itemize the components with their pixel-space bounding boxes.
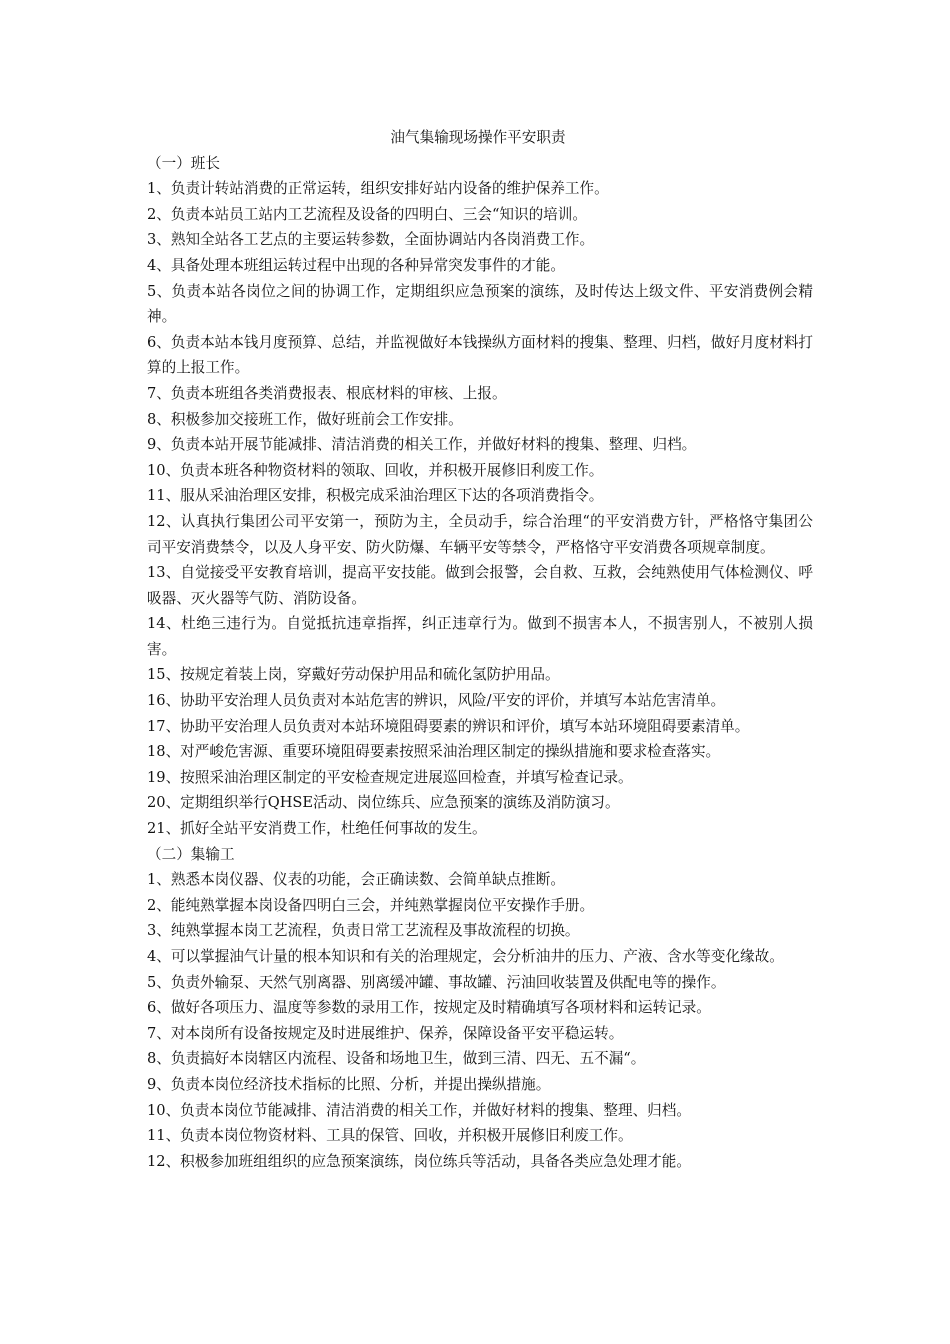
section-2 [143,842,813,1175]
list-item: 10、负责本岗位节能减排、清洁消费的相关工作，并做好材料的搜集、整理、归档。 [147,1101,691,1119]
list-item: 9、负责本站开展节能减排、清洁消费的相关工作，并做好材料的搜集、整理、归档。 [147,436,697,454]
document-title: 油气集输现场操作平安职责 [390,129,566,146]
list-item: 4、可以掌握油气计量的根本知识和有关的治理规定，会分析油井的压力、产液、含水等变化缘故。 [147,948,784,965]
list-item: 19、按照采油治理区制定的平安检查规定进展巡回检查，并填写检查记录。 [147,768,633,786]
list-item: 11、服从采油治理区安排，积极完成采油治理区下达的各项消费指令。 [147,487,604,505]
list-item: 7、对本岗所有设备按规定及时进展维护、保养，保障设备平安平稳运转。 [147,1024,624,1042]
sections-container [143,151,813,1175]
section-1 [143,151,813,842]
list-item: 3、纯熟掌握本岗工艺流程，负责日常工艺流程及事故流程的切换。 [147,922,580,940]
list-item: 15、按规定着装上岗，穿戴好劳动保护用品和硫化氢防护用品。 [147,666,560,684]
list-item: 5、负责本站各岗位之间的协调工作，定期组织应急预案的演练，及时传达上级文件、平安消费例会精神。 [147,282,813,326]
list-item: 1、熟悉本岗仪器、仪表的功能，会正确读数、会简单缺点推断。 [147,871,565,889]
list-item: 2、负责本站员工站内工艺流程及设备的四明白、三会“知识的培训。 [147,205,587,223]
list-item: 12、认真执行集团公司平安第一，预防为主，全员动手，综合治理“的平安消费方针，严格恪守集团公司平安消费禁令，以及人身平安、防火防爆、车辆平安等禁令，严格恪守平安消费各项规章制度。 [147,512,813,556]
list-item: 10、负责本班各种物资材料的领取、回收，并积极开展修旧利废工作。 [147,461,604,479]
list-item: 20、定期组织举行QHSE活动、岗位练兵、应急预案的演练及消防演习。 [147,794,620,812]
list-item: 2、能纯熟掌握本岗设备四明白三会，并纯熟掌握岗位平安操作手册。 [147,896,595,914]
list-item: 3、熟知全站各工艺点的主要运转参数，全面协调站内各岗消费工作。 [147,231,595,249]
list-item: 8、负责搞好本岗辖区内流程、设备和场地卫生，做到三清、四无、五不漏“。 [147,1050,646,1068]
list-item: 12、积极参加班组组织的应急预案演练，岗位练兵等活动，具备各类应急处理才能。 [147,1152,691,1170]
list-item: 16、协助平安治理人员负责对本站危害的辨识，风险/平安的评价，并填写本站危害清单。 [147,692,726,710]
list-item: 9、负责本岗位经济技术指标的比照、分析，并提出操纵措施。 [147,1075,551,1093]
list-item: 5、负责外输泵、天然气别离器、别离缓冲罐、事故罐、污油回收装置及供配电等的操作。 [147,973,726,991]
list-item: 11、负责本岗位物资材料、工具的保管、回收，并积极开展修旧利废工作。 [147,1127,633,1145]
list-item: 14、杜绝三违行为。自觉抵抗违章指挥，纠正违章行为。做到不损害本人，不损害别人，不被别人损害。 [147,615,813,658]
list-item: 13、自觉接受平安教育培训，提高平安技能。做到会报警，会自救、互救，会纯熟使用气体检测仪、呼吸器、灭火器等气防、消防设备。 [147,564,813,607]
section-heading: （一）班长 [147,154,220,172]
list-item: 18、对严峻危害源、重要环境阻碍要素按照采油治理区制定的操纵措施和要求检查落实。 [147,743,721,761]
list-item: 6、负责本站本钱月度预算、总结，并监视做好本钱操纵方面材料的搜集、整理、归档，做好月度材料打算的上报工作。 [147,333,814,377]
section-heading: （二）集输工 [147,845,235,863]
list-item: 8、积极参加交接班工作，做好班前会工作安排。 [147,410,463,428]
list-item: 1、负责计转站消费的正常运转，组织安排好站内设备的维护保养工作。 [147,180,609,198]
list-item: 17、协助平安治理人员负责对本站环境阻碍要素的辨识和评价，填写本站环境阻碍要素清单。 [147,717,750,735]
list-item: 7、负责本班组各类消费报表、根底材料的审核、上报。 [147,384,507,402]
list-item: 6、做好各项压力、温度等参数的录用工作，按规定及时精确填写各项材料和运转记录。 [147,999,711,1017]
document-body [143,125,813,1174]
list-item: 4、具备处理本班组运转过程中出现的各种异常突发事件的才能。 [147,256,565,274]
list-item: 21、抓好全站平安消费工作，杜绝任何事故的发生。 [147,820,487,838]
